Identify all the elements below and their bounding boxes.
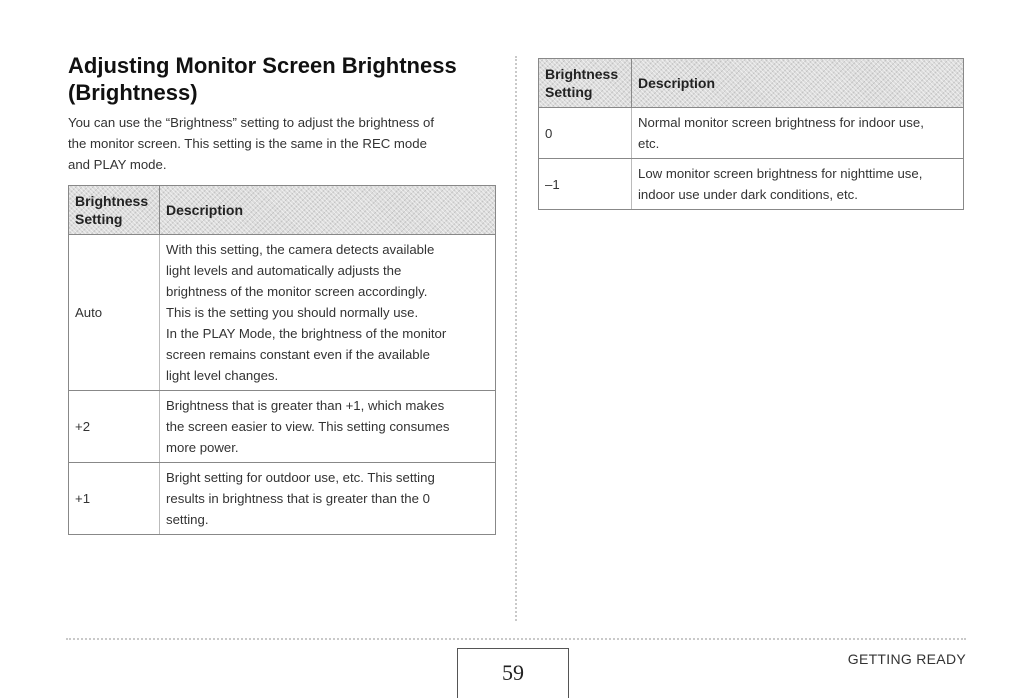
description-line: more power. bbox=[166, 440, 239, 455]
table-header-row bbox=[69, 186, 496, 235]
header-description: Description bbox=[160, 186, 496, 235]
description-line: setting. bbox=[166, 512, 209, 527]
description-line: brightness of the monitor screen accordingly. bbox=[166, 284, 428, 299]
description-line: With this setting, the camera detects available bbox=[166, 242, 435, 257]
title-line-2: (Brightness) bbox=[68, 80, 198, 105]
setting-cell: +1 bbox=[69, 463, 160, 535]
setting-cell: 0 bbox=[539, 108, 632, 159]
brightness-table-left bbox=[68, 185, 496, 535]
description-line: the screen easier to view. This setting consumes bbox=[166, 419, 450, 434]
description-line: screen remains constant even if the available bbox=[166, 347, 430, 362]
description-line: indoor use under dark conditions, etc. bbox=[638, 187, 858, 202]
section-name: GETTING READY bbox=[847, 651, 966, 667]
description-line: etc. bbox=[638, 136, 660, 151]
table-row bbox=[69, 391, 496, 463]
intro-line: You can use the “Brightness” setting to adjust the brightness of bbox=[68, 115, 435, 130]
description-line: light level changes. bbox=[166, 368, 279, 383]
description-line: This is the setting you should normally use. bbox=[166, 305, 419, 320]
intro-paragraph bbox=[68, 112, 498, 175]
column-divider bbox=[515, 56, 517, 621]
description-line: results in brightness that is greater than the 0 bbox=[166, 491, 430, 506]
description-line: light levels and automatically adjusts the bbox=[166, 263, 402, 278]
page-number: 59 bbox=[457, 648, 569, 698]
table-header-row bbox=[539, 59, 964, 108]
page-title bbox=[68, 52, 508, 106]
header-setting bbox=[539, 59, 632, 108]
header-description: Description bbox=[632, 59, 964, 108]
header-setting-line-1: Brightness bbox=[545, 66, 619, 82]
footer-divider bbox=[66, 638, 966, 640]
brightness-table-right bbox=[538, 58, 964, 210]
header-setting-line-1: Brightness bbox=[75, 193, 149, 209]
header-setting bbox=[69, 186, 160, 235]
description-line: Low monitor screen brightness for nighttime use, bbox=[638, 166, 923, 181]
table-row bbox=[539, 159, 964, 210]
description-cell bbox=[160, 463, 496, 535]
table-row bbox=[69, 463, 496, 535]
description-cell bbox=[160, 391, 496, 463]
setting-cell: +2 bbox=[69, 391, 160, 463]
description-line: Normal monitor screen brightness for indoor use, bbox=[638, 115, 924, 130]
setting-cell: –1 bbox=[539, 159, 632, 210]
description-cell bbox=[160, 235, 496, 391]
header-setting-line-2: Setting bbox=[545, 84, 593, 100]
intro-line: and PLAY mode. bbox=[68, 157, 167, 172]
table-row bbox=[539, 108, 964, 159]
description-line: In the PLAY Mode, the brightness of the monitor bbox=[166, 326, 447, 341]
header-setting-line-2: Setting bbox=[75, 211, 123, 227]
description-cell bbox=[632, 108, 964, 159]
description-line: Brightness that is greater than +1, which makes bbox=[166, 398, 445, 413]
table-row bbox=[69, 235, 496, 391]
description-line: Bright setting for outdoor use, etc. This setting bbox=[166, 470, 435, 485]
description-cell bbox=[632, 159, 964, 210]
intro-line: the monitor screen. This setting is the same in the REC mode bbox=[68, 136, 427, 151]
title-line-1: Adjusting Monitor Screen Brightness bbox=[68, 53, 457, 78]
setting-cell: Auto bbox=[69, 235, 160, 391]
